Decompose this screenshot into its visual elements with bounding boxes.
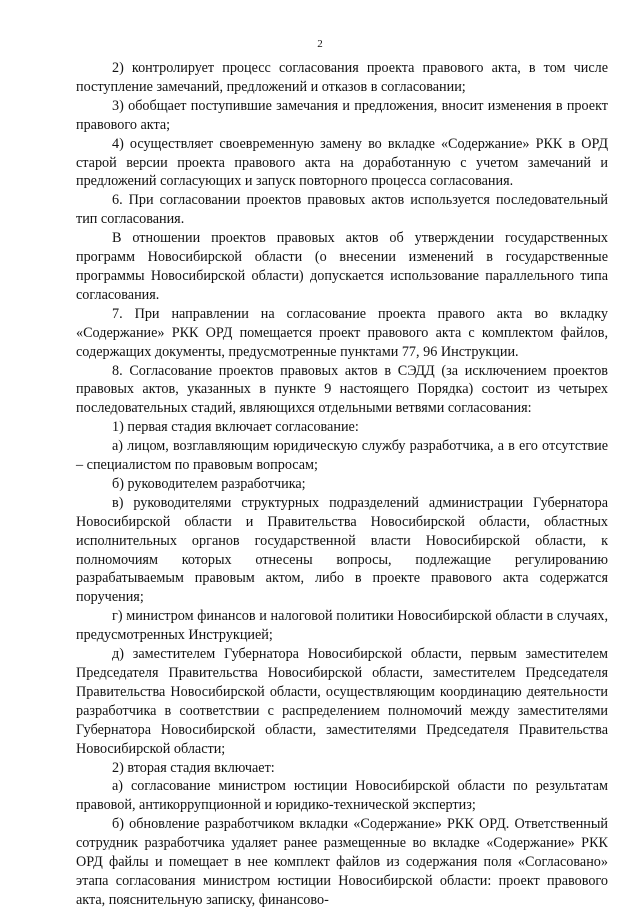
paragraph: 7. При направлении на согласование проекта правого акта во вкладку «Содержание» РКК ОРД помещается проект правового акта с комплектом файлов, содержащих документы, предусмотренные пунктами 77, 96 Инструкции.: [76, 305, 608, 360]
paragraph: д) заместителем Губернатора Новосибирской области, первым заместителем Председателя Правительства Новосибирской области, заместителем Председателя Правительства Новосибирской области, осуществляющим координацию деятельности разработчика в соответствии с распределением полномочий между заместителями Губернатора Новосибирской области, заместителями Председателя Правительства Новосибирской области;: [76, 646, 608, 757]
page-number: 2: [317, 38, 323, 50]
paragraph: б) руководителем разработчика;: [112, 475, 306, 492]
paragraph: 6. При согласовании проектов правовых актов используется последовательный тип согласования.: [76, 192, 608, 228]
paragraph: а) согласование министром юстиции Новосибирской области по результатам правовой, антикоррупционной и юридико-технической экспертиз;: [76, 778, 608, 814]
paragraph: 2) вторая стадия включает:: [112, 759, 275, 776]
paragraph: 2) контролирует процесс согласования проекта правового акта, в том числе поступление замечаний, предложений и отказов в согласовании;: [76, 60, 608, 95]
paragraph: 3) обобщает поступившие замечания и предложения, вносит изменения в проект правового акта;: [76, 97, 608, 133]
paragraph: г) министром финансов и налоговой политики Новосибирской области в случаях, предусмотренных Инструкцией;: [76, 608, 608, 644]
paragraph: 4) осуществляет своевременную замену во вкладке «Содержание» РКК в ОРД старой версии проекта правового акта на доработанную с учетом замечаний и предложений согласующих и запуск повторного процесса согласования.: [76, 135, 608, 190]
paragraph: В отношении проектов правовых актов об утверждении государственных программ Новосибирской области (о внесении изменений в государственные программы Новосибирской области) допускается использование параллельного типа согласования.: [76, 230, 608, 303]
paragraph: в) руководителями структурных подразделений администрации Губернатора Новосибирской области и Правительства Новосибирской области, областных исполнительных органов государственной власти Новосибирской области, к полномочиям которых отнесены вопросы, подлежащие регулированию разрабатываемым правовым актом, либо в проекте правового акта содержатся поручения;: [76, 494, 608, 606]
paragraph: б) обновление разработчиком вкладки «Содержание» РКК ОРД. Ответственный сотрудник разработчика удаляет ранее размещенные во вкладке «Содержание» РКК ОРД файлы и помещает в нее комплект файлов из содержания поля «Согласовано» этапа согласования министром юстиции Новосибирской области: проект правового акта, пояснительную записку, финансово-: [76, 816, 608, 908]
document-body: [76, 59, 608, 910]
paragraph: 8. Согласование проектов правовых актов в СЭДД (за исключением проектов правовых актов, указанных в пункте 9 настоящего Порядка) состоит из четырех последовательных стадий, являющихся отдельными ветвями согласования:: [76, 362, 608, 417]
paragraph: 1) первая стадия включает согласование:: [112, 419, 359, 436]
paragraph: а) лицом, возглавляющим юридическую службу разработчика, а в его отсутствие – специалистом по правовым вопросам;: [76, 438, 608, 474]
